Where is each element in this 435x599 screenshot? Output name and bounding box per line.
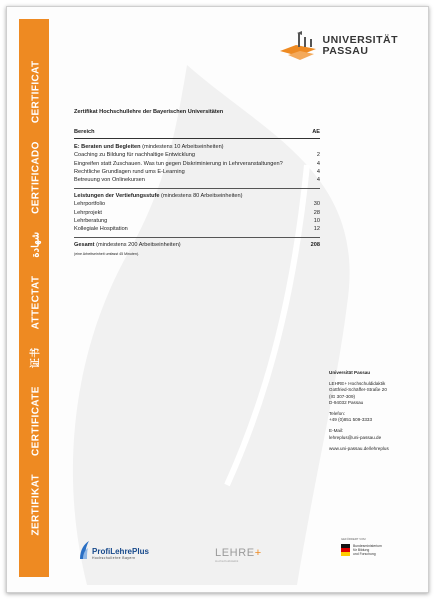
row-value: 28 xyxy=(313,209,320,216)
table-header xyxy=(74,128,320,138)
stripe-labels xyxy=(27,51,42,544)
table-row xyxy=(74,151,320,159)
phone-label: Telefon: xyxy=(329,411,346,417)
lehreplus-plus: + xyxy=(254,547,262,559)
profilehreplus-name: ProfiLehrePlus xyxy=(92,547,149,556)
stripe-label: ATTECTAT xyxy=(30,275,42,330)
stripe-label: شهادة xyxy=(30,231,42,258)
lehreplus-subtitle: Hochschuldidaktik xyxy=(215,559,239,563)
section-title: Leistungen der Vertiefungsstufe xyxy=(74,192,160,199)
section-heading xyxy=(74,192,320,200)
profilehreplus-logo xyxy=(79,540,149,560)
bmbf-logo xyxy=(341,537,382,557)
section-title: E: Beraten und Begleiten xyxy=(74,143,141,150)
row-label: Lehrberatung xyxy=(74,218,108,225)
table-row xyxy=(74,168,320,176)
row-value: 12 xyxy=(313,226,320,233)
university-logo-icon xyxy=(278,29,318,63)
profilehreplus-subtitle: Hochschullehre Bayern xyxy=(92,556,136,560)
email-link[interactable]: lehreplus@uni-passau.de xyxy=(329,434,382,440)
table-row xyxy=(74,160,320,168)
address-line: Gottfried-Schäffer-Straße 20 xyxy=(329,387,387,393)
row-value: 4 xyxy=(316,177,320,184)
row-label: Eingreifen statt Zuschauen. Was tun gegen Diskriminierung in Lehrveranstaltungen? xyxy=(74,160,283,167)
table-row xyxy=(74,209,320,217)
stripe-label: ZERTIFIKAT xyxy=(30,473,42,536)
footnote: (eine Arbeitseinheit umfasst 45 Minuten). xyxy=(74,252,140,257)
header-label: Bereich xyxy=(74,129,95,136)
section-note: (mindestens 10 Arbeitseinheiten) xyxy=(142,143,224,150)
row-value: 4 xyxy=(316,160,320,167)
section-heading xyxy=(74,143,320,151)
table-row xyxy=(74,200,320,208)
bmbf-line: für Bildung xyxy=(353,548,370,553)
total-label: Gesamt xyxy=(74,241,95,248)
email-label: E-Mail: xyxy=(329,428,344,434)
address-line: (IG 307-309) xyxy=(329,393,356,399)
website-link[interactable]: www.uni-passau.de/lehreplus xyxy=(329,445,389,451)
certificate-title: Zertifikat Hochschullehre der Bayerischen Universitäten xyxy=(74,109,224,115)
total-row xyxy=(74,241,320,249)
row-label: Lehrprojekt xyxy=(74,209,102,216)
profilehreplus-logo-icon xyxy=(79,540,90,560)
row-label: Lehrportfolio xyxy=(74,201,106,208)
certificate-page xyxy=(6,6,429,593)
logo-line-2: PASSAU xyxy=(322,45,369,57)
total-note: (mindestens 200 Arbeitseinheiten) xyxy=(96,241,181,248)
section-note: (mindestens 80 Arbeitseinheiten) xyxy=(161,192,243,199)
divider xyxy=(74,188,320,189)
row-label: Coaching zu Bildung für nachhaltige Entwicklung xyxy=(74,152,195,159)
address-block xyxy=(329,370,421,452)
row-value: 10 xyxy=(313,218,320,225)
total-value: 208 xyxy=(310,241,320,248)
lehreplus-name: LEHRE xyxy=(215,547,255,559)
row-label: Kollegiale Hospitation xyxy=(74,226,128,233)
header-value: AE xyxy=(312,129,320,136)
row-value: 30 xyxy=(313,201,320,208)
certificate-content xyxy=(74,108,320,257)
divider xyxy=(74,237,320,238)
university-logo xyxy=(278,29,398,63)
phone-number: +49 (0)851 509-3333 xyxy=(329,417,373,423)
bmbf-funded-label: GEFÖRDERT VOM xyxy=(341,537,366,541)
row-label: Betreuung von Onlinekursen xyxy=(74,177,145,184)
table-row xyxy=(74,217,320,225)
german-flag-icon xyxy=(341,544,350,556)
row-label: Rechtliche Grundlagen rund ums E-Learning xyxy=(74,169,185,176)
lehreplus-logo xyxy=(215,547,262,563)
bmbf-line: Bundesministerium xyxy=(353,544,382,548)
stripe-label: CERTIFICAT xyxy=(30,60,42,124)
table-row xyxy=(74,176,320,184)
address-org: Universität Passau xyxy=(329,370,371,375)
table-row xyxy=(74,225,320,233)
row-value: 2 xyxy=(316,152,320,159)
address-line: LEHRE+ Hochschuldidaktik xyxy=(329,381,386,387)
bmbf-line: und Forschung xyxy=(353,552,376,557)
stripe-label: CERTIFICADO xyxy=(30,141,42,214)
address-line: D-94032 Passau xyxy=(329,399,364,405)
stripe-label: CERTIFICATE xyxy=(30,386,42,456)
side-stripe xyxy=(19,19,49,577)
stripe-label: 证书 xyxy=(30,347,42,369)
row-value: 4 xyxy=(316,169,320,176)
logo-line-1: UNIVERSITÄT xyxy=(322,34,398,46)
